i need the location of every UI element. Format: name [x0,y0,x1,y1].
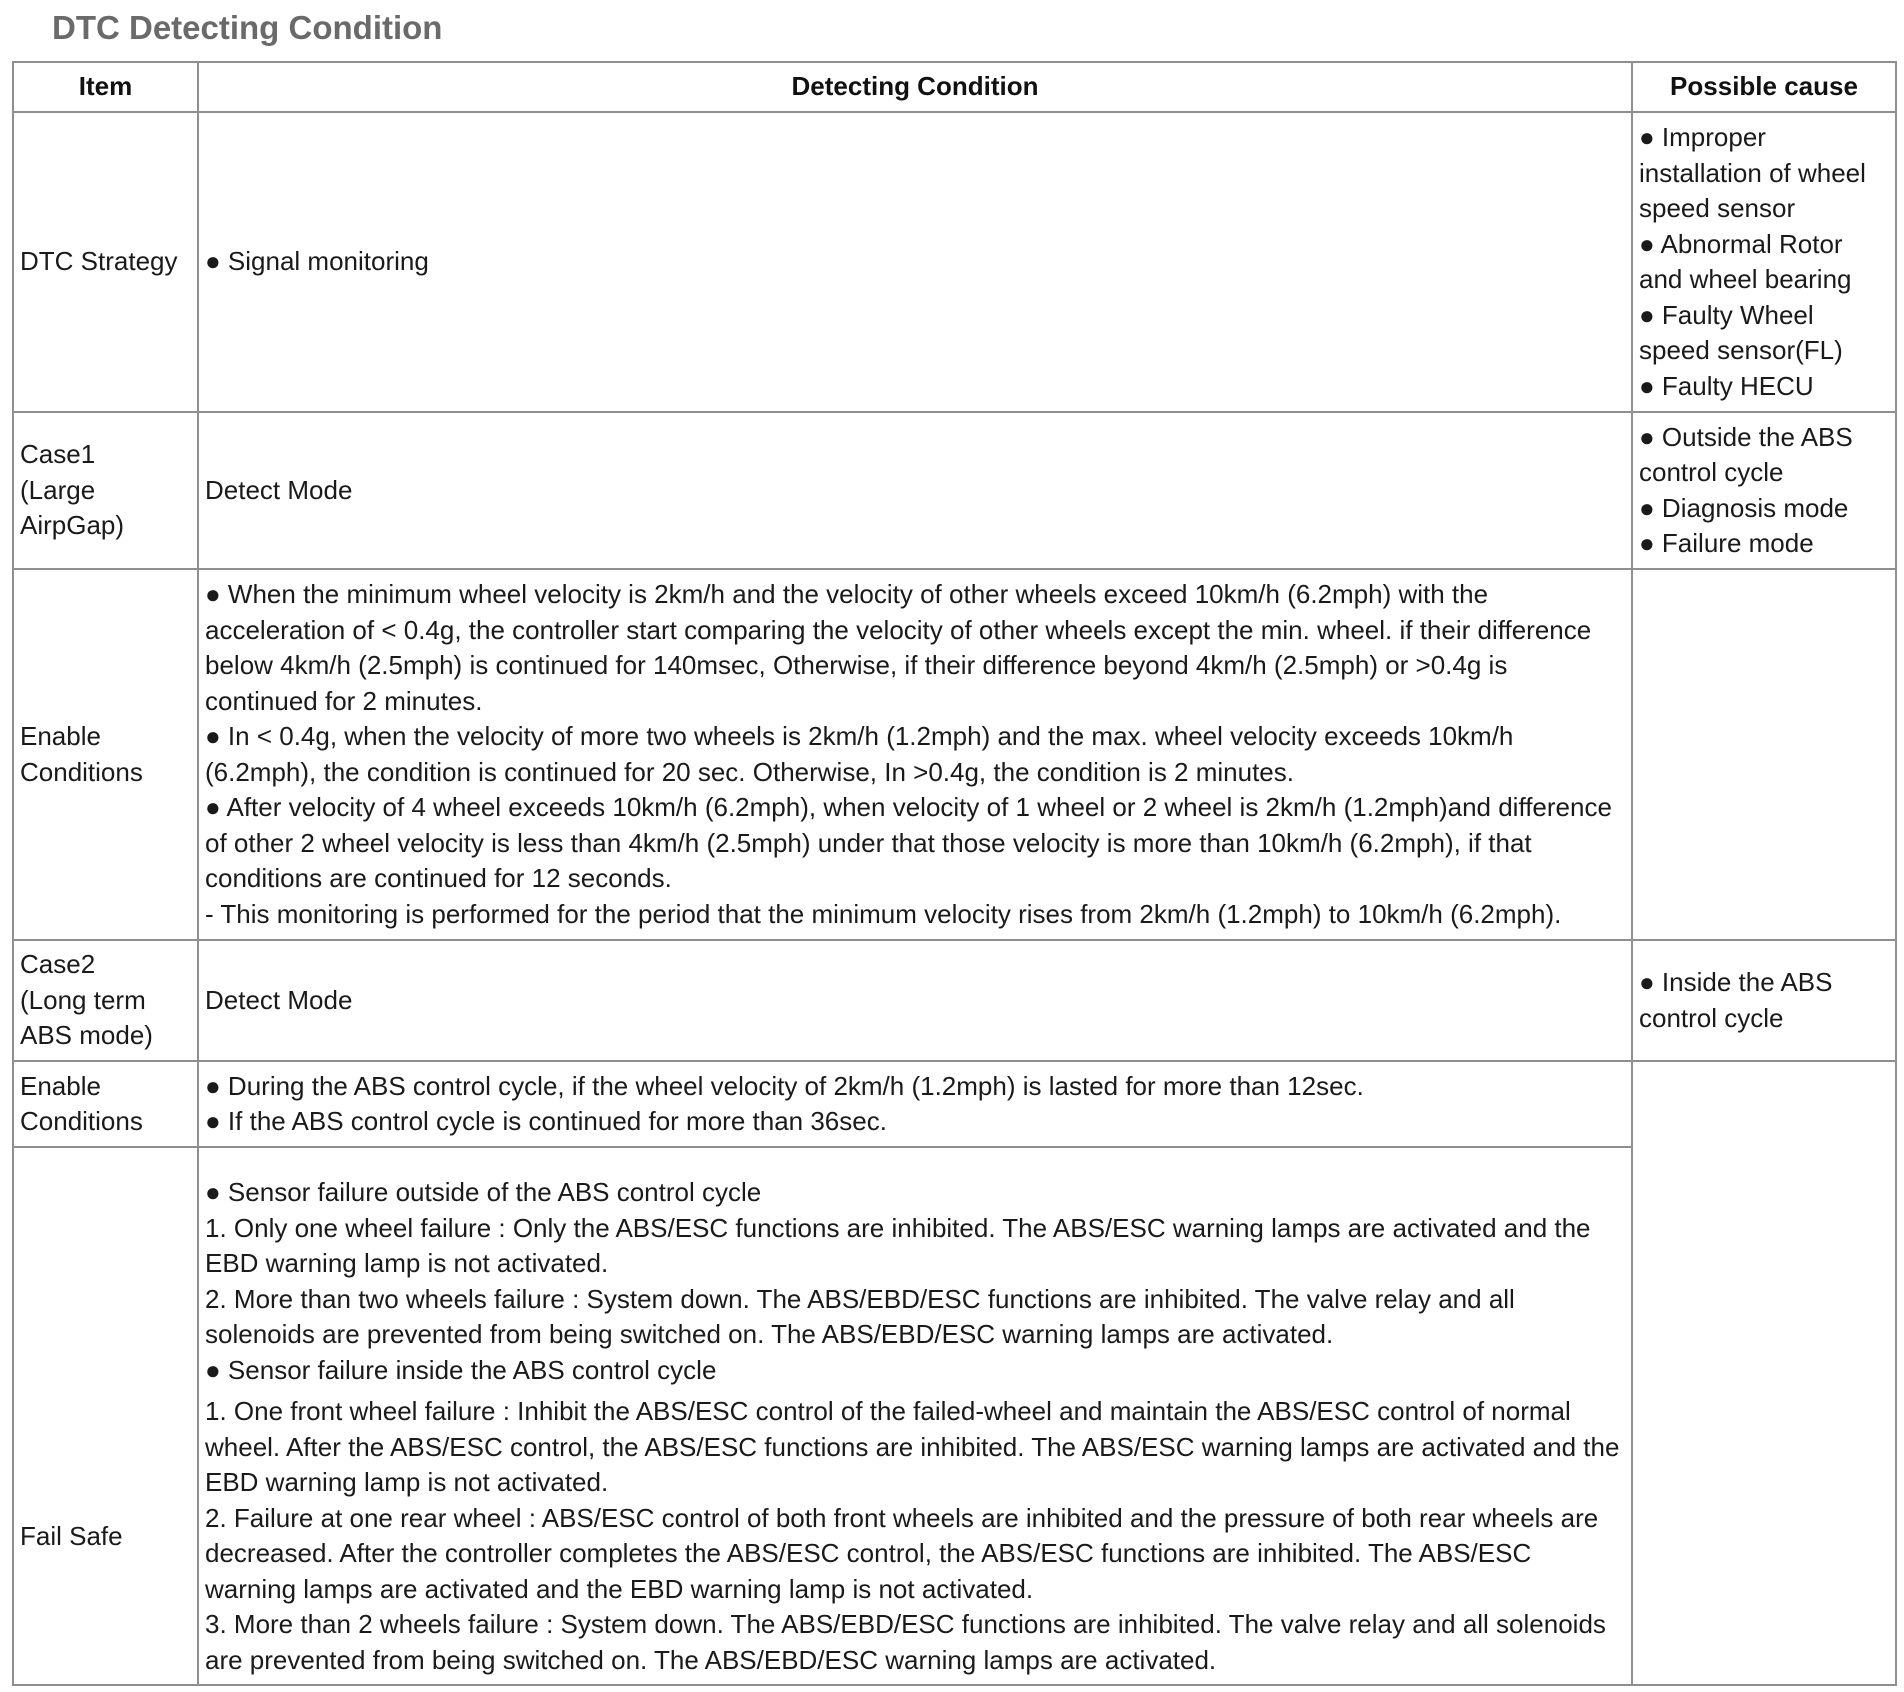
fail-safe-line: ● Sensor failure outside of the ABS control cycle [205,1177,762,1207]
condition-enable-conditions-1 [198,569,1632,940]
cause-enable-conditions-1 [1632,569,1896,940]
cause-line: ● Outside the ABS control cycle [1639,421,1853,487]
header-row [13,62,1896,112]
cause-line: ● Abnormal Rotor and wheel bearing [1639,228,1852,294]
row-fail-safe [13,1147,1896,1685]
item-line: Enable [20,1070,101,1101]
fail-safe-line: 2. Failure at one rear wheel : ABS/ESC control of both front wheels are inhibited and the pressure of both rear wheels are decreased. After the controller completes the ABS/ESC control, the ABS/ESC functions are inhibited. The ABS/ESC warning lamps are activated and the EBD warning lamp is not activated. [205,1502,1599,1604]
item-line: Conditions [20,756,143,787]
header-detecting-condition: Detecting Condition [198,62,1632,112]
item-case2 [13,940,198,1061]
fail-safe-line: 1. Only one wheel failure : Only the ABS/ESC functions are inhibited. The ABS/ESC warning lamps are activated and the EBD warning lamp is not activated. [205,1212,1591,1278]
row-dtc-strategy [13,112,1896,412]
condition-line: ● In < 0.4g, when the velocity of more two wheels is 2km/h (1.2mph) and the max. wheel velocity exceeds 10km/h (6.2mph), the condition is continued for 20 sec. Otherwise, In >0.4g, the condition is 2 minutes. [205,721,1514,787]
item-line: Case1 [20,439,96,470]
item-enable-conditions-2 [13,1061,198,1147]
item-line: (Long term [20,984,146,1015]
item-line: Enable [20,721,101,751]
fail-safe-line: 2. More than two wheels failure : System down. The ABS/EBD/ESC functions are inhibited. The valve relay and all solenoids are prevented from being switched on. The ABS/EBD/ESC warning lamps are activated. [205,1283,1515,1349]
condition-case2: Detect Mode [198,940,1632,1061]
item-line: AirpGap) [20,510,125,541]
item-line: Conditions [20,1106,143,1136]
dtc-table [12,61,1897,1686]
condition-line: - This monitoring is performed for the period that the minimum velocity rises from 2km/h (1.2mph) to 10km/h (6.2mph). [205,898,1562,929]
fail-safe-line: ● Sensor failure inside the ABS control cycle [205,1354,717,1385]
item-fail-safe: Fail Safe [13,1147,198,1685]
cause-line: ● Improper installation of wheel speed sensor [1639,122,1866,223]
row-enable-conditions-2 [13,1061,1896,1147]
condition-line: ● When the minimum wheel velocity is 2km/h and the velocity of other wheels exceed 10km/h (6.2mph) with the acceleration of < 0.4g, the controller start comparing the velocity of other wheels except the min. wheel. if their difference below 4km/h (2.5mph) is continued for 140msec, Otherwise, if their difference beyond 4km/h (2.5mph) or >0.4g is continued for 2 minutes. [205,579,1592,716]
item-enable-conditions-1 [13,569,198,940]
cause-case1 [1632,412,1896,569]
condition-line: ● After velocity of 4 wheel exceeds 10km/h (6.2mph), when velocity of 1 wheel or 2 wheel is 2km/h (1.2mph)and difference of other 2 wheel velocity is less than 4km/h (2.5mph) under that those velocity is more than 10km/h (6.2mph), if that conditions are continued for 12 seconds. [205,792,1612,893]
row-case2 [13,940,1896,1061]
cause-case2 [1632,940,1896,1061]
item-case1 [13,412,198,569]
row-case1 [13,412,1896,569]
item-line: (Large [20,474,96,505]
condition-line: ● If the ABS control cycle is continued for more than 36sec. [205,1106,887,1136]
fail-safe-line: 3. More than 2 wheels failure : System down. The ABS/EBD/ESC functions are inhibited. The valve relay and all solenoids are prevented from being switched on. The ABS/EBD/ESC warning lamps are activated. [205,1609,1606,1675]
condition-enable-conditions-2 [198,1061,1632,1147]
row-enable-conditions-1 [13,569,1896,940]
condition-line: ● During the ABS control cycle, if the wheel velocity of 2km/h (1.2mph) is lasted for more than 12sec. [205,1070,1364,1101]
header-item: Item [13,62,198,112]
item-line: Case2 [20,949,96,980]
item-line: ABS mode) [20,1020,153,1051]
cause-blank-merged [1632,1061,1896,1685]
cause-dtc-strategy [1632,112,1896,412]
header-possible-cause: Possible cause [1632,62,1896,112]
condition-dtc-strategy: ● Signal monitoring [198,112,1632,412]
cause-line: ● Faulty Wheel speed sensor(FL) [1639,299,1843,365]
condition-fail-safe [198,1147,1632,1685]
cause-line: ● Failure mode [1639,528,1814,558]
cause-line: ● Inside the ABS control cycle [1639,967,1833,1033]
fail-safe-line: 1. One front wheel failure : Inhibit the ABS/ESC control of the failed-wheel and maintain the ABS/ESC control of normal wheel. After the ABS/ESC control, the ABS/ESC functions are inhibited. The ABS/ESC warning lamps are activated and the EBD warning lamp is not activated. [205,1396,1620,1497]
cause-line: ● Diagnosis mode [1639,492,1849,523]
item-dtc-strategy: DTC Strategy [13,112,198,412]
cause-line: ● Faulty HECU [1639,370,1814,401]
condition-case1: Detect Mode [198,412,1632,569]
page-title: DTC Detecting Condition [52,9,443,46]
